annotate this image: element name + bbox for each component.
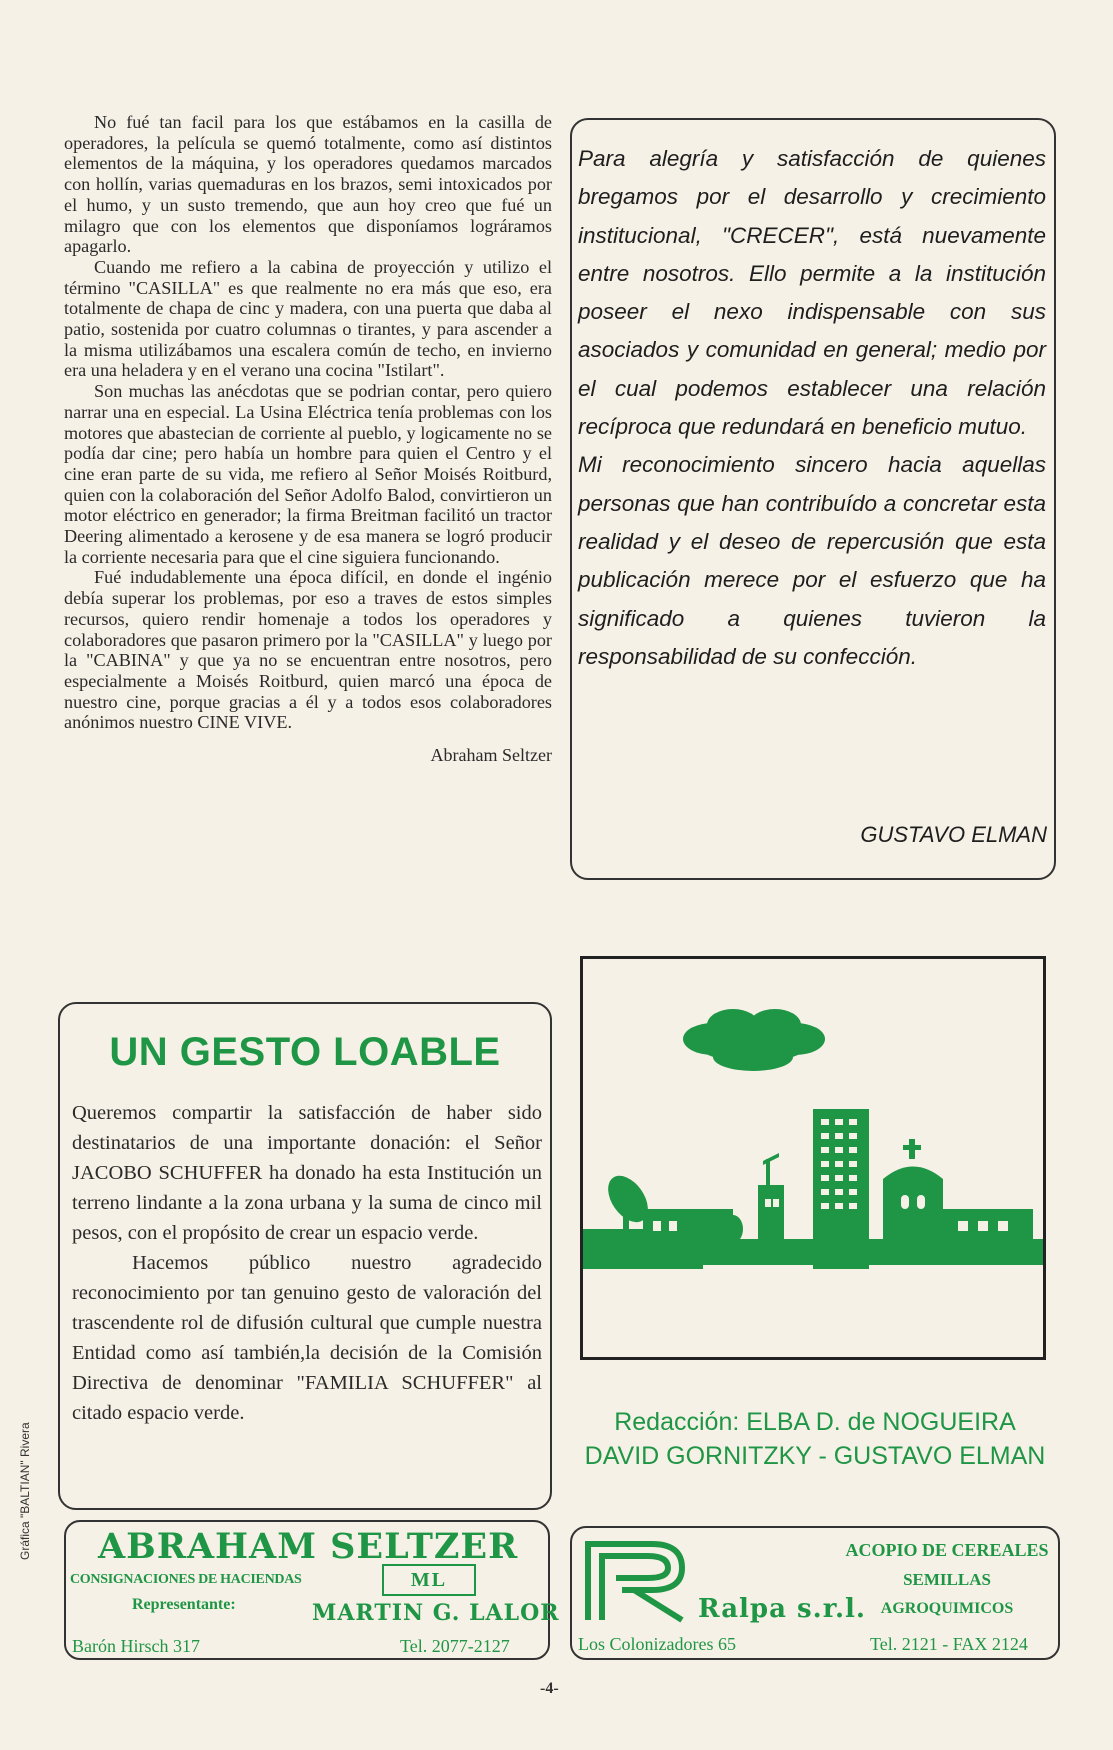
seltzer-ad-name: ABRAHAM SELTZER [98,1526,519,1567]
ralpa-phone: Tel. 2121 - FAX 2124 [870,1634,1028,1654]
ml-logo: ML [382,1564,476,1596]
article-paragraph: Fué indudablemente una época difícil, en donde el ingénio debía superar los problemas, por eso a traves de estos simples recursos, quiero rendir homenaje a todos los operadores y colaboradores que pasaron primero por la "CASILLA" y luego por la "CABINA" y que ya no se encuentran entre nosotros, pero especialmente a Moisés Roitburd, quien marcó una época de nuestro cine, porque gracias a él y a todos esos colaboradores anónimos nuestro CINE VIVE. [64,567,552,733]
editorial-line: DAVID GORNITZKY - GUSTAVO ELMAN [584,1442,1046,1470]
seltzer-ad-rep-name: MARTIN G. LALOR [312,1600,560,1626]
article-paragraph: No fué tan facil para los que estábamos en la casilla de operadores, la película se quemó totalmente, como así distintos elementos de la máquina, y los operadores quedamos marcados con hollín, varias quemaduras en los brazos, semi intoxicados por el humo, y un susto tremendo, que aun hoy creo que fué un milagro que con los elementos que disponíamos lográramos apagarlo. [64,112,552,257]
article-paragraph: Cuando me refiero a la cabina de proyección y utilizo el término "CASILLA" es que realmente no era más que eso, era totalmente de chapa de cinc y madera, con una puerta que daba al patio, sostenida por cuatro columnas o tirantes, y para ascender a la misma utilizábamos una escalera común de techo, en invierno era una heladera y en el verano una cocina "Istilart". [64,256,552,381]
message-paragraph: Para alegría y satisfacción de quienes bregamos por el desarrollo y crecimiento institucional, "CRECER", está nuevamente entre nosotros. Ello permite a la institución poseer el nexo indispensable con sus asociados y comunidad en general; medio por el cual podemos establecer una relación recíproca que redundará en beneficio mutuo. [578,146,1046,440]
message-signature: GUSTAVO ELMAN [860,822,1047,847]
gesto-paragraph: Queremos compartir la satisfacción de haber sido destinatarios de una importante donación: el Señor JACOBO SCHUFFER ha donado ha esta Institución un terreno lindante a la zona urbana y la suma de cinco mil pesos, con el propósito de crear un espacio verde. [72,1102,542,1244]
gesto-text [72,1098,542,1428]
green-city-illustration [583,959,1043,1357]
printer-credit: Gráfica "BALTIAN" Rivera [18,1422,32,1560]
city-illustration-frame [580,956,1046,1360]
gesto-title: UN GESTO LOABLE [109,1030,501,1074]
seltzer-ad-address: Barón Hirsch 317 [72,1636,200,1656]
ralpa-logo-icon [582,1534,698,1626]
ralpa-brand: Ralpa s.r.l. [698,1594,866,1624]
seltzer-ad-subtitle: CONSIGNACIONES DE HACIENDAS [70,1572,302,1587]
gesto-paragraph: Hacemos público nuestro agradecido reconocimiento por tan genuino gesto de valoración del trascendente rol de difusión cultural que cumple nuestra Entidad como así también,la decisión de la Comisión Directiva de denominar "FAMILIA SCHUFFER" al citado espacio verde. [72,1252,542,1424]
seltzer-ad-rep-label: Representante: [132,1596,236,1613]
page-number: -4- [540,1680,559,1697]
message-paragraph: Mi reconocimiento sincero hacia aquellas personas que han contribuído a concretar esta realidad y el deseo de repercusión que esta publicación merece por el esfuerzo que ha significado a quienes tuvieron la responsabilidad de su confección. [578,452,1046,669]
editorial-line: Redacción: ELBA D. de NOGUEIRA [614,1408,1016,1436]
ralpa-address: Los Colonizadores 65 [578,1634,736,1654]
message-text [578,140,1046,676]
article-paragraph: Son muchas las anécdotas que se podrian contar, pero quiero narrar una en especial. La Usina Eléctrica tenía problemas con los motores que abastecian de corriente al pueblo, y logicamente no se podía dar cine; pero había un hombre para quien el Centro y el cine eran parte de su vida, me refiero al Señor Moisés Roitburd, quien con la colaboración del Señor Adolfo Balod, convirtieron un motor eléctrico en generador; la firma Breitman facilitó un tractor Deering alimentado a kerosene y de esa manera se logró producir la corriente necesaria para que el cine siguiera funcionando. [64,381,552,567]
article-signature: Abraham Seltzer [430,745,552,766]
seltzer-ad-phone: Tel. 2077-2127 [400,1636,510,1656]
ralpa-service: ACOPIO DE CEREALES [845,1540,1049,1560]
editorial-credits [570,1405,1060,1473]
ralpa-service: AGROQUIMICOS [880,1600,1014,1617]
article-column [64,112,552,766]
ralpa-service: SEMILLAS [903,1570,991,1589]
